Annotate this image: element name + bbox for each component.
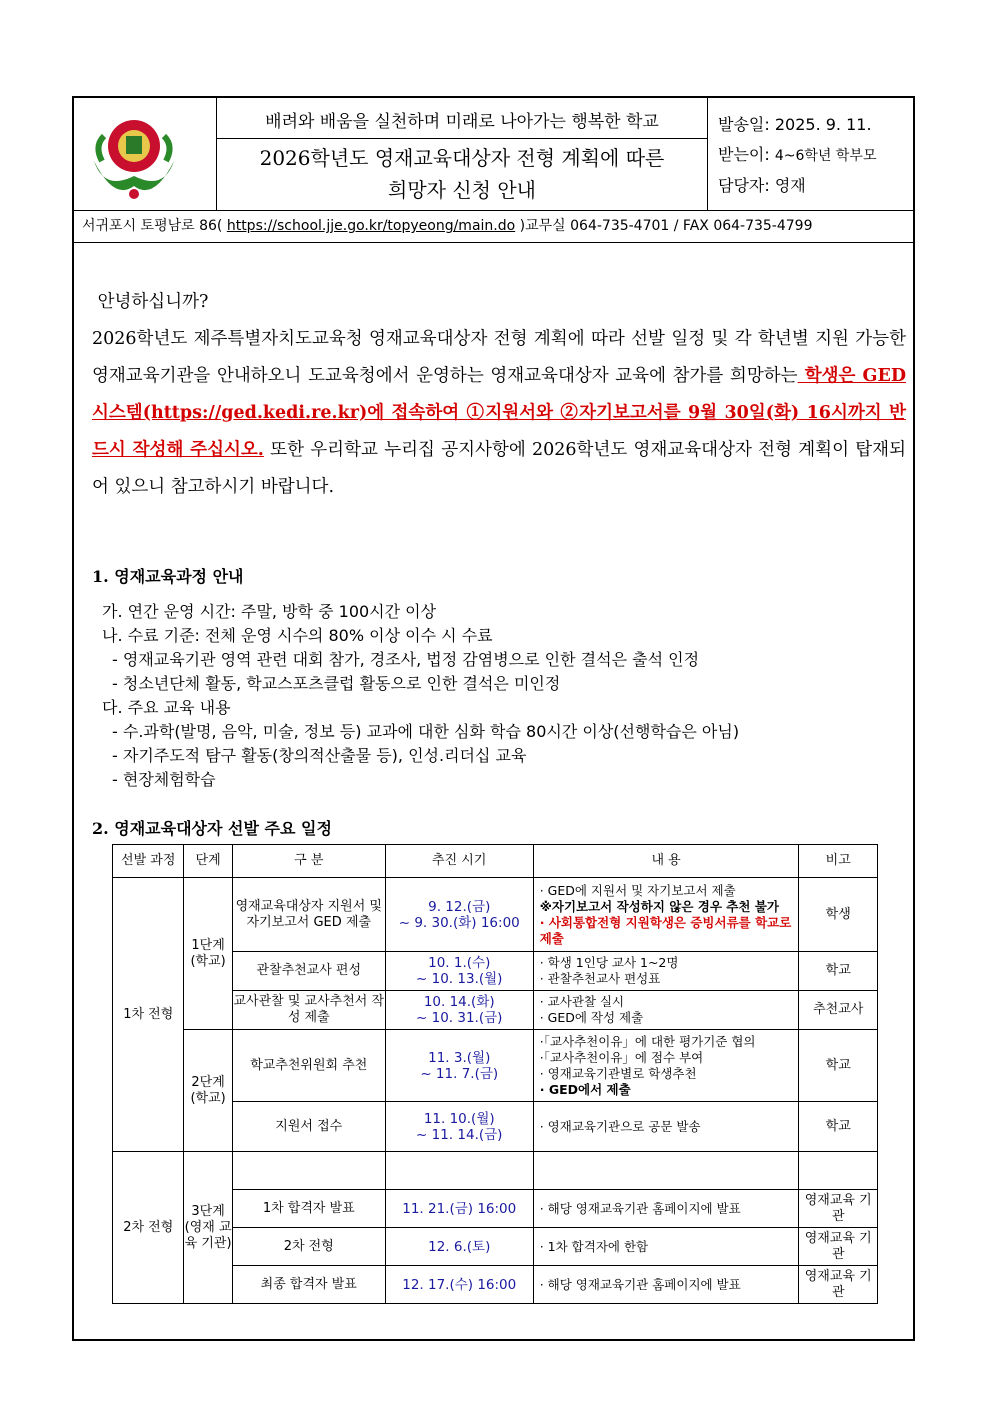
recipient: 받는이: 4~6학년 학부모 bbox=[718, 145, 877, 164]
school-emblem-icon bbox=[84, 106, 184, 206]
section2-title: 2. 영재교육대상자 선발 주요 일정 bbox=[92, 819, 332, 838]
table-row: 2차 전형 12. 6.(토) · 1차 합격자에 한함 영재교육 기 관 bbox=[113, 1228, 878, 1266]
table-header-row: 선발 과정 단계 구 분 추진 시기 내 용 비고 bbox=[113, 845, 878, 878]
application-notice: 학생은 GED 시스템(https://ged.kedi.re.kr)에 접속하여 ①지원서와 ②자기보고서를 9월 30일(화) 16시까지 반드시 작성해 주십시오. bbox=[92, 366, 907, 460]
table-row: 2차 전형 3단계 (영재 교육 기관) bbox=[113, 1152, 878, 1190]
greeting: 안녕하십니까? bbox=[97, 292, 209, 312]
page-title: 2026학년도 영재교육대상자 전형 계획에 따른 희망자 신청 안내 bbox=[259, 146, 665, 202]
document-page bbox=[72, 96, 915, 1341]
school-address: 서귀포시 토평남로 86( https://school.jje.go.kr/topyeong/main.do )교무실 064-735-4701 / FAX 064-735-4799 bbox=[74, 211, 913, 243]
manager: 담당자: 영재 bbox=[718, 176, 806, 195]
table-row: 최종 합격자 발표 12. 17.(수) 16:00 · 해당 영재교육기관 홈페이지에 발표 영재교육 기 관 bbox=[113, 1266, 878, 1304]
table-row: 1차 합격자 발표 11. 21.(금) 16:00 · 해당 영재교육기관 홈페이지에 발표 영재교육 기 관 bbox=[113, 1190, 878, 1228]
intro-body: 2026학년도 제주특별자치도교육청 영재교육대상자 전형 계획에 따라 선발 일정 및 각 학년별 지원 가능한 영재교육기관을 안내하오니 도교육청에서 운영하는 영재교육대상자 교육에 참가를 희망하는 학생은 GED 시스템(https://ged.kedi.re.kr)에 접속하여 ①지원서와 ②자기보고서를 9월 30일(화) 16시까지 반드시 작성해 주십시오. 또한 우리학교 누리집 공지사항에 2026학년도 영재교육대상자 전형 계획이 탑재되어 있으니 참고하시기 바랍니다. bbox=[92, 329, 907, 497]
sent-date: 발송일: 2025. 9. 11. bbox=[718, 115, 872, 134]
document-meta bbox=[718, 110, 876, 201]
course-info-list: 가. 연간 운영 시간: 주말, 방학 중 100시간 이상 나. 수료 기준: 전체 운영 시수의 80% 이상 이수 시 수료 - 영재교육기관 영역 관련 대회 참가, 경조사, 법정 감염병으로 인한 결석은 출석 인정 - 청소년단체 활동, 학교스포츠클럽 활동으로 인한 결석은 미인정 다. 주요 교육 내용 - 수.과학(발명, 음악, 미술, 정보 등) 교과에 대한 심화 학습 80시간 이상(선행학습은 아님) - 자기주도적 탐구 활동(창의적산출물 등), 인성.리더십 교육 - 현장체험학습 bbox=[102, 602, 740, 789]
table-row: 1차 전형 1단계 (학교) 영재교육대상자 지원서 및 자기보고서 GED 제출 9. 12.(금) ~ 9. 30.(화) 16:00 · GED에 지원서 및 자기보고서 제출 ※자기보고서 작성하지 않은 경우 추천 불가 · 사회통합전형 지원학생은 증빙서류를 학교로 제출 학생 bbox=[113, 878, 878, 952]
selection-schedule-table bbox=[112, 844, 878, 1304]
table-row: 교사관찰 및 교사추천서 작성 제출 10. 14.(화) ~ 10. 31.(금) · 교사관찰 실시 · GED에 작성 제출 추천교사 bbox=[113, 991, 878, 1030]
header-title-block bbox=[216, 98, 708, 211]
table-row: 지원서 접수 11. 10.(월) ~ 11. 14.(금) · 영재교육기관으로 공문 발송 학교 bbox=[113, 1102, 878, 1152]
section1-title: 1. 영재교육과정 안내 bbox=[92, 567, 244, 586]
school-motto: 배려와 배움을 실천하며 미래로 나아가는 행복한 학교 bbox=[217, 105, 707, 139]
table-row: 2단계 (학교) 학교추천위원회 추천 11. 3.(월) ~ 11. 7.(금) ·「교사추천이유」에 대한 평가기준 협의 ·「교사추천이유」에 점수 부여 · 영재교육기관별로 학생추천 · GED에서 제출 학교 bbox=[113, 1030, 878, 1102]
table-row: 관찰추천교사 편성 10. 1.(수) ~ 10. 13.(월) · 학생 1인당 교사 1~2명 · 관찰추천교사 편성표 학교 bbox=[113, 952, 878, 991]
document-header bbox=[74, 98, 913, 211]
school-homepage-link[interactable]: https://school.jje.go.kr/topyeong/main.do bbox=[226, 218, 516, 234]
intro-text bbox=[92, 284, 906, 506]
